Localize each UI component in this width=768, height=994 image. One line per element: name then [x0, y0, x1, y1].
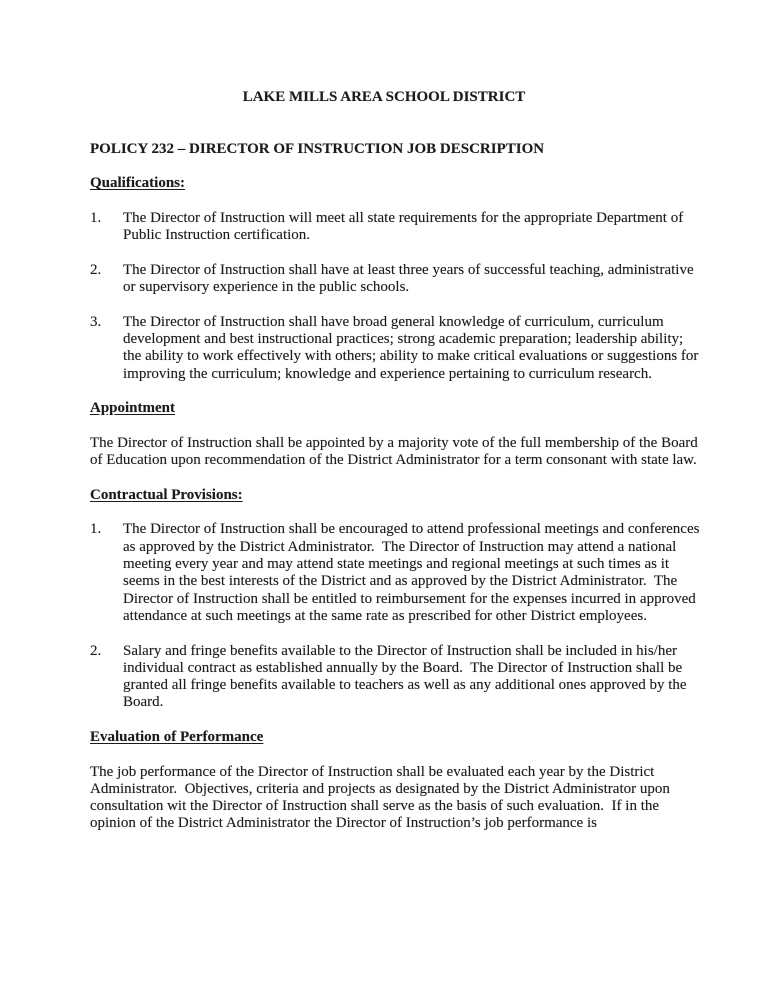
list-item [90, 314, 705, 383]
list-item-text: The Director of Instruction shall be encouraged to attend professional meetings and conferences as approved by the District Administrator. The Director of Instruction may attend a national meeting every year and may attend state meetings and regional meetings at such times as it seems in the best interests of the District and as approved by the District Administrator. The Director of Instruction shall be entitled to reimbursement for the expenses incurred in approved attendance at such meetings at the same rate as prescribed for other District employees. [123, 521, 704, 624]
list-item [90, 262, 705, 297]
section-heading-evaluation-of-performance: Evaluation of Performance [90, 728, 264, 745]
list-item-number: 1. [90, 521, 102, 538]
list-item-number: 2. [90, 642, 102, 659]
list-item [90, 643, 705, 712]
list-item-number: 1. [90, 210, 102, 227]
list-item-text: The Director of Instruction will meet all state requirements for the appropriate Department of Public Instruction certification. [123, 210, 687, 244]
evaluation-paragraph: The job performance of the Director of Instruction shall be evaluated each year by the District Administrator. Objectives, criteria and projects as designated by the District Administrator upon consultation wit the Director of Instruction shall serve as the basis of such evaluation. If in the opinion of the District Administrator the Director of Instruction’s job performance is [90, 763, 674, 832]
policy-heading: POLICY 232 – DIRECTOR OF INSTRUCTION JOB DESCRIPTION [90, 140, 545, 157]
list-item [90, 210, 705, 245]
section-heading-qualifications: Qualifications: [90, 175, 186, 192]
document-title: LAKE MILLS AREA SCHOOL DISTRICT [242, 89, 526, 105]
list-item-text: The Director of Instruction shall have broad general knowledge of curriculum, curriculum development and best instructional practices; strong academic preparation; leadership ability; the ability to work effectively with others; ability to make critical evaluations or suggestions for improving the curriculum; knowledge and experience pertaining to curriculum research. [123, 313, 703, 382]
appointment-paragraph: The Director of Instruction shall be appointed by a majority vote of the full membership of the Board of Education upon recommendation of the District Administrator for a term consonant with state law. [90, 434, 702, 469]
list-item-text: Salary and fringe benefits available to the Director of Instruction shall be included in his/her individual contract as established annually by the Board. The Director of Instruction shall be granted all fringe benefits available to teachers as well as any additional ones approved by the Board. [123, 642, 691, 711]
list-item [90, 521, 705, 625]
section-heading-appointment: Appointment [90, 400, 176, 417]
list-item-number: 2. [90, 261, 102, 278]
section-heading-contractual-provisions: Contractual Provisions: [90, 486, 243, 503]
list-item-text: The Director of Instruction shall have at least three years of successful teaching, administrative or supervisory experience in the public schools. [123, 261, 698, 296]
list-item-number: 3. [90, 313, 102, 330]
